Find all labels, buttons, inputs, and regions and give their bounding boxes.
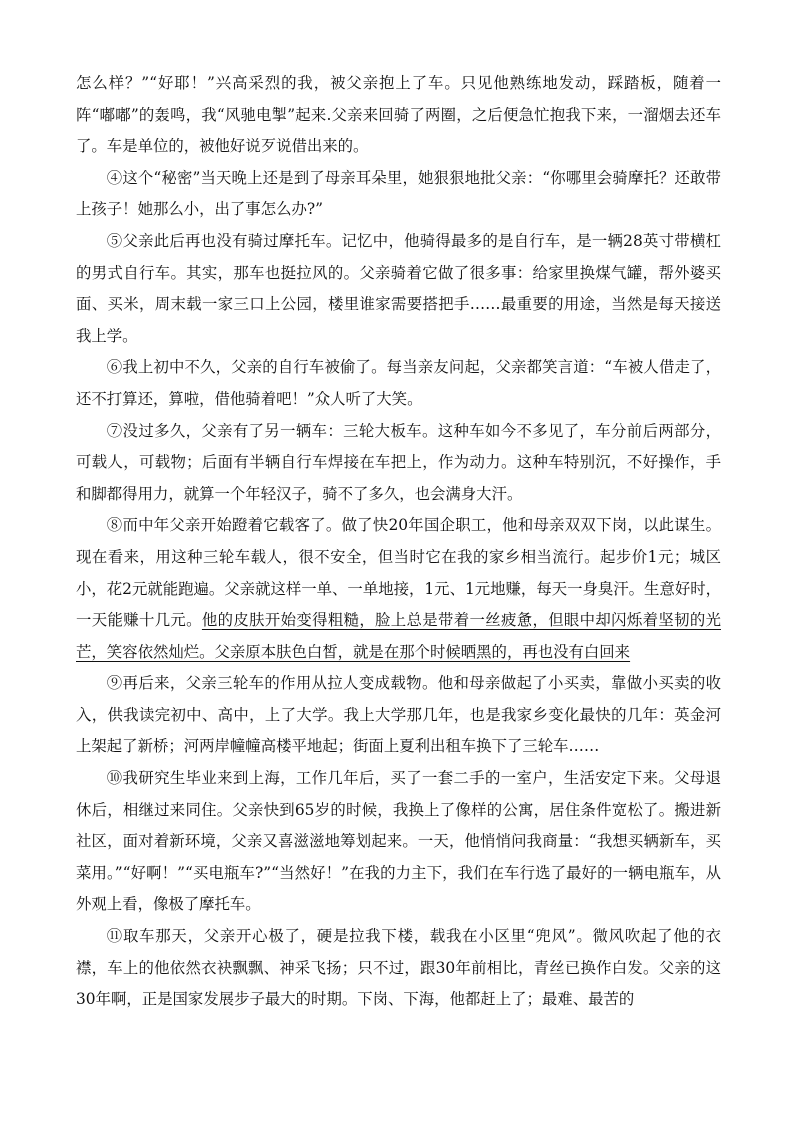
paragraph-9: ⑨再后来，父亲三轮车的作用从拉人变成载物。他和母亲做起了小买卖，靠做小买卖的收入，供我读完初中、高中，上了大学。我上大学那几年，也是我家乡变化最快的几年：英金河上架起了新桥；河两岸幢幢高楼平地起；街面上夏利出租车换下了三轮车…… [76, 674, 721, 756]
paragraph-8-text: ⑧而中年父亲开始蹬着它载客了。做了快20年国企职工，他和母亲双双下岗，以此谋生。现在看来，用这种三轮车载人，很不安全，但当时它在我的家乡相当流行。起步价1元；城区小，花2元就能跑遍。父亲就这样一单、一单地接，1元、1元地赚，每天一身臭汗。生意好时，一天能赚十几元。 [76, 516, 722, 630]
paragraph-11: ⑪取车那天，父亲开心极了，硬是拉我下楼，载我在小区里“兜风”。微风吹起了他的衣襟，车上的他依然衣袂飘飘、神采飞扬；只不过，跟30年前相比，青丝已换作白发。父亲的这30年啊，正是国家发展步子最大的时期。下岗、下海，他都赶上了；最难、最苦的 [76, 927, 721, 1009]
document-page [76, 68, 721, 1016]
paragraph-8-underlined-sentence: 他的皮肤开始变得粗糙，脸上总是带着一丝疲惫，但眼中却闪烁着坚韧的光芒，笑容依然灿烂。父亲原本肤色白皙，就是在那个时候晒黑的，再也没有白回来 [76, 611, 721, 661]
paragraph-4: ④这个“秘密”当天晚上还是到了母亲耳朵里，她狠狠地批父亲：“你哪里会骑摩托？还敢带上孩子！她那么小，出了事怎么办?” [76, 168, 721, 219]
paragraph-7: ⑦没过多久，父亲有了另一辆车：三轮大板车。这种车如今不多见了，车分前后两部分，可载人，可载物；后面有半辆自行车焊接在车把上，作为动力。这种车特别沉，不好操作，手和脚都得用力，就算一个年轻汉子，骑不了多久，也会满身大汗。 [76, 421, 721, 503]
paragraph-10: ⑩我研究生毕业来到上海，工作几年后，买了一套二手的一室户，生活安定下来。父母退休后，相继过来同住。父亲快到65岁的时候，我换上了像样的公寓，居住条件宽松了。搬进新社区，面对着新环境，父亲又喜滋滋地筹划起来。一天，他悄悄问我商量：“我想买辆新车，买菜用。”“好啊！”“买电瓶车?”“当然好！”在我的力主下，我们在车行选了最好的一辆电瓶车，从外观上看，像极了摩托车。 [76, 769, 721, 914]
paragraph-5: ⑤父亲此后再也没有骑过摩托车。记忆中，他骑得最多的是自行车，是一辆28英寸带横杠的男式自行车。其实，那车也挺拉风的。父亲骑着它做了很多事：给家里换煤气罐，帮外婆买面、买米，周末载一家三口上公园，楼里谁家需要搭把手……最重要的用途，当然是每天接送我上学。 [76, 231, 721, 345]
paragraph-8 [76, 510, 721, 668]
paragraph-3-continued: 怎么样？”“好耶！”兴高采烈的我，被父亲抱上了车。只见他熟练地发动，踩踏板，随着一阵“嘟嘟”的轰鸣，我“风驰电掣”起来.父亲来回骑了两圈，之后便急忙抱我下来，一溜烟去还车了。车是单位的，被他好说歹说借出来的。 [76, 74, 721, 156]
paragraph-6: ⑥我上初中不久，父亲的自行车被偷了。每当亲友问起，父亲都笑言道：“车被人借走了，还不打算还，算啦，借他骑着吧！”众人听了大笑。 [76, 358, 721, 408]
